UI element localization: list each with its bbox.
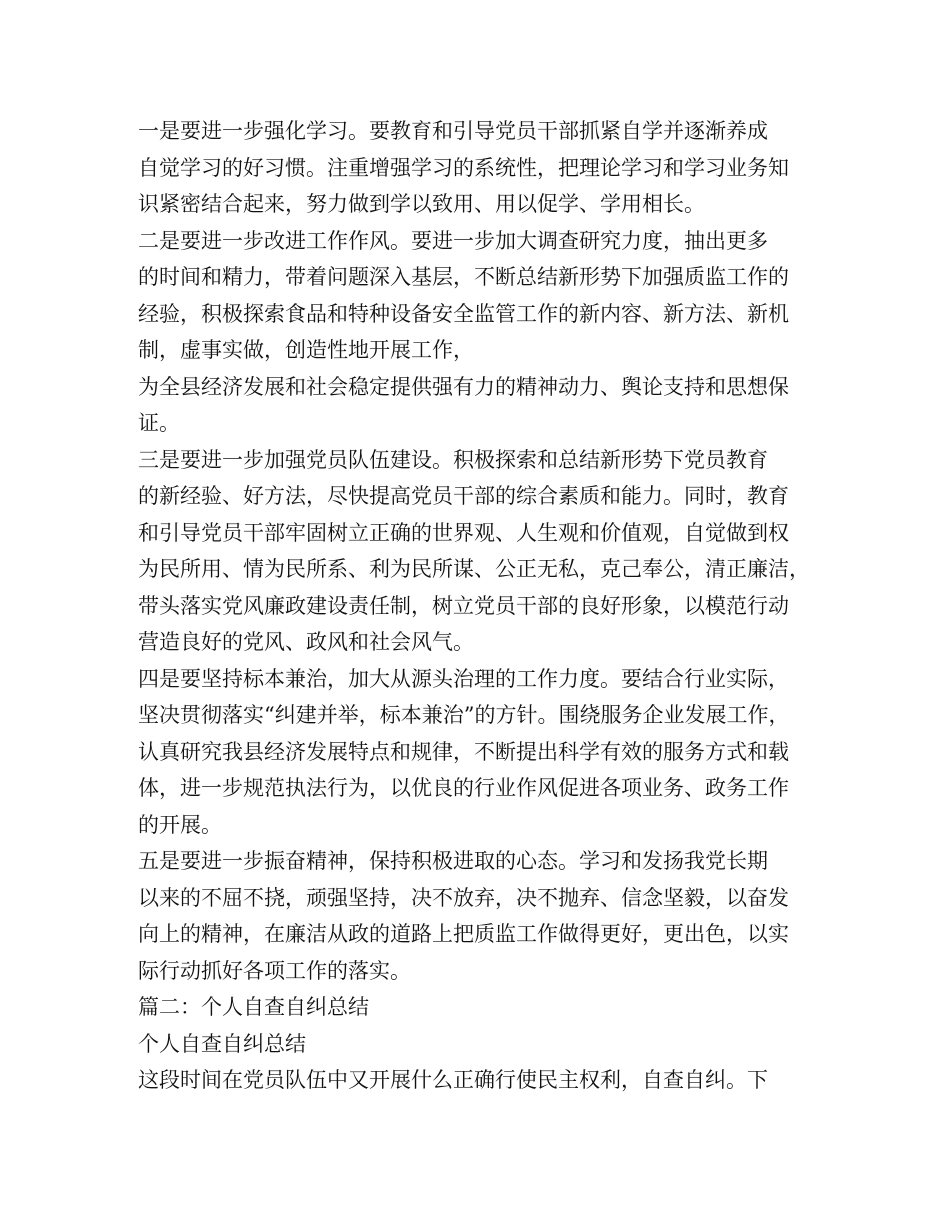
text-line: 证。 [138, 411, 180, 435]
text-line: 体，进一步规范执法行为，以优良的行业作风促进各项业务、政务工作 [138, 776, 789, 800]
text-line: 带头落实党风廉政建设责任制，树立党员干部的良好形象，以模范行动 [138, 593, 789, 618]
text-line: 际行动抓好各项工作的落实。 [138, 958, 411, 983]
text-line: 这段时间在党员队伍中又开展什么正确行使民主权利，自查自纠。下 [138, 1068, 768, 1092]
text-line: 的时间和精力，带着问题深入基层，不断总结新形势下加强质监工作的 [138, 265, 789, 289]
text-line: 的开展。 [138, 812, 222, 837]
text-line: 自觉学习的好习惯。注重增强学习的系统性，把理论学习和学习业务知 [138, 155, 789, 180]
text-line: 向上的精神，在廉洁从政的道路上把质监工作做得更好，更出色，以实 [138, 922, 789, 946]
text-line: 经验，积极探索食品和特种设备安全监管工作的新内容、新方法、新机 [138, 301, 789, 326]
text-line: 二是要进一步改进工作作风。要进一步加大调查研究力度，抽出更多 [138, 228, 768, 253]
text-line: 三是要进一步加强党员队伍建设。积极探索和总结新形势下党员教育 [138, 447, 768, 472]
document-body [138, 113, 828, 1099]
text-line: 坚决贯彻落实“纠建并举，标本兼治”的方针。围绕服务企业发展工作， [138, 703, 790, 727]
text-line: 制，虚事实做，创造性地开展工作， [138, 338, 474, 362]
text-line: 为全县经济发展和社会稳定提供强有力的精神动力、舆论支持和思想保 [138, 374, 789, 399]
section-heading: 篇二：个人自查自纠总结 [138, 995, 369, 1019]
text-line: 四是要坚持标本兼治，加大从源头治理的工作力度。要结合行业实际， [138, 666, 789, 691]
text-line: 和引导党员干部牢固树立正确的世界观、人生观和价值观，自觉做到权 [138, 520, 789, 545]
text-line: 为民所用、情为民所系、利为民所谋、公正无私，克己奉公，清正廉洁， [138, 557, 810, 581]
section-subheading: 个人自查自纠总结 [138, 1031, 306, 1056]
text-line: 的新经验、好方法，尽快提高党员干部的综合素质和能力。同时，教育 [138, 484, 789, 508]
text-line: 五是要进一步振奋精神，保持积极进取的心态。学习和发扬我党长期 [138, 849, 768, 873]
text-line: 营造良好的党风、政风和社会风气。 [138, 630, 474, 654]
text-line: 一是要进一步强化学习。要教育和引导党员干部抓紧自学并逐渐养成 [138, 119, 768, 143]
text-line: 以来的不屈不挠，顽强坚持，决不放弃，决不抛弃、信念坚毅，以奋发 [138, 885, 789, 910]
text-line: 识紧密结合起来，努力做到学以致用、用以促学、学用相长。 [138, 192, 705, 216]
text-line: 认真研究我县经济发展特点和规律，不断提出科学有效的服务方式和载 [138, 739, 789, 764]
